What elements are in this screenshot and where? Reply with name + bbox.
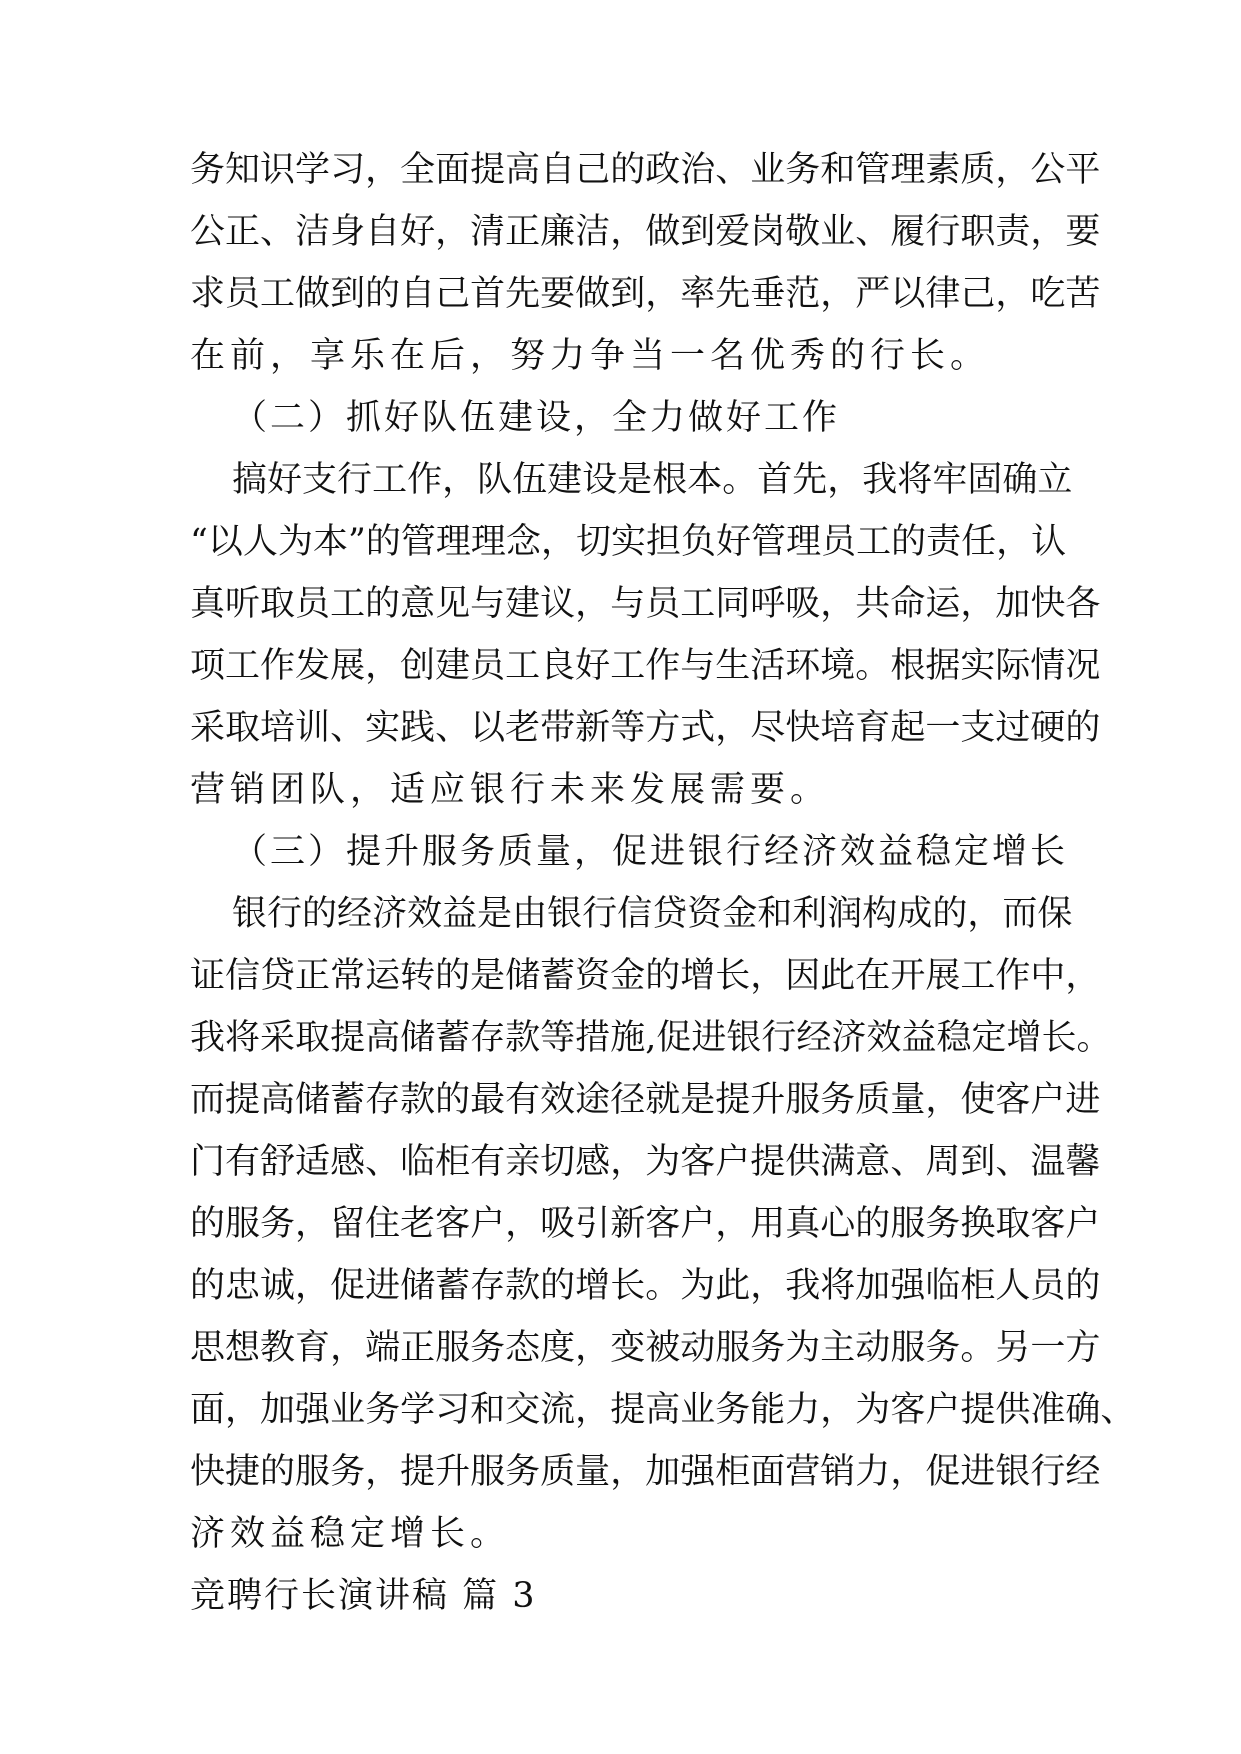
section-heading: （二）抓好队伍建设，全力做好工作 — [232, 398, 841, 438]
body-text-line: 项 工 作 发 展 ， 创 建 员 工 良 好 工 作 与 生 活 环 境 。 根 据 实 际 情 况 — [190, 646, 1101, 686]
body-text-line: 门 有 舒 适 感 、 临 柜 有 亲 切 感 ， 为 客 户 提 供 满 意 、 周 到 、 温 馨 — [190, 1142, 1101, 1182]
body-text-line: 快 捷 的 服 务 ， 提 升 服 务 质 量 ， 加 强 柜 面 营 销 力 ， 促 进 银 行 经 — [190, 1452, 1101, 1492]
body-text-line: 面 ， 加 强 业 务 学 习 和 交 流 ， 提 高 业 务 能 力 ， 为 客 户 提 供 准 确 、 — [190, 1390, 1136, 1430]
body-text-line: 搞 好 支 行 工 作 ， 队 伍 建 设 是 根 本 。 首 先 ， 我 将 牢 固 确 立 — [232, 460, 1073, 500]
body-text-line: 的 忠 诚 ， 促 进 储 蓄 存 款 的 增 长 。 为 此 ， 我 将 加 强 临 柜 人 员 的 — [190, 1266, 1101, 1306]
body-text-line: 公 正 、 洁 身 自 好 ， 清 正 廉 洁 ， 做 到 爱 岗 敬 业 、 履 行 职 责 ， 要 — [190, 212, 1101, 252]
body-text-line: 采 取 培 训 、 实 践 、 以 老 带 新 等 方 式 ， 尽 快 培 育 起 一 支 过 硬 的 — [190, 708, 1101, 748]
body-text-line: 求 员 工 做 到 的 自 己 首 先 要 做 到 ， 率 先 垂 范 ， 严 以 律 己 ， 吃 苦 — [190, 274, 1101, 314]
body-text-line: 银 行 的 经 济 效 益 是 由 银 行 信 贷 资 金 和 利 润 构 成 的 ， 而 保 — [232, 894, 1073, 934]
body-text-line: 思 想 教 育 ， 端 正 服 务 态 度 ， 变 被 动 服 务 为 主 动 服 务 。 另 一 方 — [190, 1328, 1101, 1368]
section-heading: （三）提升服务质量，促进银行经济效益稳定增长 — [232, 832, 1069, 872]
body-text-line: 而 提 高 储 蓄 存 款 的 最 有 效 途 径 就 是 提 升 服 务 质 量 ， 使 客 户 进 — [190, 1080, 1101, 1120]
body-text-line: 务 知 识 学 习 ， 全 面 提 高 自 己 的 政 治 、 业 务 和 管 理 素 质 ， 公 平 — [190, 150, 1101, 190]
body-text-line: 真 听 取 员 工 的 意 见 与 建 议 ， 与 员 工 同 呼 吸 ， 共 命 运 ， 加 快 各 — [190, 584, 1101, 624]
body-text-line: 我 将 采 取 提 高 储 蓄 存 款 等 措 施 , 促 进 银 行 经 济 效 益 稳 定 增 长 。 — [190, 1018, 1112, 1058]
body-text-line: 证 信 贷 正 常 运 转 的 是 储 蓄 资 金 的 增 长 ， 因 此 在 开 展 工 作 中 ， — [190, 956, 1101, 996]
body-text-line: 在前，享乐在后，努力争当一名优秀的行长。 — [190, 336, 991, 376]
body-text-line: 营销团队，适应银行未来发展需要。 — [190, 770, 831, 810]
body-text-line: 济效益稳定增长。 — [190, 1514, 511, 1554]
body-text-line: 的 服 务 ， 留 住 老 客 户 ， 吸 引 新 客 户 ， 用 真 心 的 服 务 换 取 客 户 — [190, 1204, 1101, 1244]
article-title: 竞聘行长演讲稿 篇 3 — [190, 1576, 537, 1616]
body-text-line: “ 以 人 为 本 ” 的 管 理 理 念 ， 切 实 担 负 好 管 理 员 工 的 责 任 ， 认 — [190, 522, 1067, 562]
